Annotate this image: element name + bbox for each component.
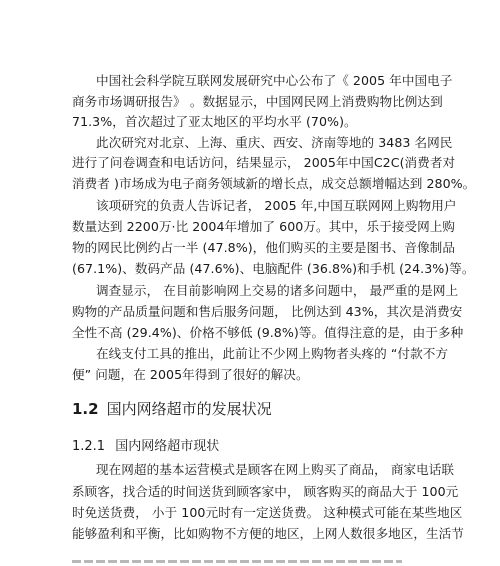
paragraph-4-line-5: 便” 问题，在 2005年得到了很好的解决。 (72, 367, 309, 382)
paragraph-5-line-2: 系顾客，找合适的时间送货到顾客家中， 顾客购买的商品大于 100元 (72, 484, 459, 499)
paragraph-3-line-2: 数量达到 2200万·比 2004年增加了 600万。其中，乐于接受网上购 (72, 219, 456, 234)
section-number: 1.2 (72, 400, 99, 418)
paragraph-5-line-3: 时免送货费， 小于 100元时有一定送货费。 这种模式可能在某些地区 (72, 505, 463, 520)
paragraph-1-line-2: 商务市场调研报告》 。数据显示，中国网民网上消费购物比例达到 (72, 94, 443, 109)
paragraph-5-line-4: 能够盈利和平衡，比如购物不方便的地区，上网人数很多地区，生活节 (72, 526, 464, 541)
paragraph-5-line-1: 现在网超的基本运营模式是顾客在网上购买了商品， 商家电话联 (96, 462, 455, 477)
paragraph-3-line-3: 物的网民比例约占一半 (47.8%)，他们购买的主要是图书、音像制品 (72, 240, 455, 255)
section-title: 国内网络超市的发展状况 (106, 400, 272, 418)
cut-off-line (72, 556, 402, 566)
paragraph-1-line-1: 中国社会科学院互联网发展研究中心公布了《 2005 年中国电子 (96, 73, 453, 88)
paragraph-4-line-1: 调查显示， 在目前影响网上交易的诸多问题中， 最严重的是网上 (96, 283, 459, 298)
paragraph-3-line-4: (67.1%)、数码产品 (47.6%)、电脑配件 (36.8%)和手机 (24.3%)等。 (72, 261, 475, 276)
paragraph-3-line-1: 该项研究的负责人告诉记者， 2005 年,中国互联网网上购物用户 (96, 198, 457, 213)
subsection-number: 1.2.1 (72, 439, 106, 454)
section-heading (72, 398, 272, 419)
paragraph-2-line-1: 此次研究对北京、上海、重庆、西安、济南等地的 3483 名网民 (96, 135, 453, 150)
paragraph-4-line-2: 购物的产品质量问题和售后服务问题， 比例达到 43%，其次是消费安 (72, 304, 463, 319)
paragraph-4-line-3: 全性不高 (29.4%)、价格不够低 (9.8%)等。值得注意的是，由于多种 (72, 325, 464, 340)
paragraph-2-line-3: 消费者 )市场成为电子商务领域新的增长点，成交总额增幅达到 280%。 (72, 176, 476, 191)
paragraph-1-line-3: 71.3%，首次超过了亚太地区的平均水平 (70%)。 (72, 114, 357, 129)
paragraph-4-line-4: 在线支付工具的推出，此前让不少网上购物者头疼的 “付款不方 (96, 346, 449, 361)
subsection-heading (72, 435, 219, 454)
subsection-title: 国内网络超市现状 (115, 439, 220, 454)
paragraph-2-line-2: 进行了问卷调查和电话访问，结果显示， 2005年中国C2C(消费者对 (72, 155, 456, 170)
